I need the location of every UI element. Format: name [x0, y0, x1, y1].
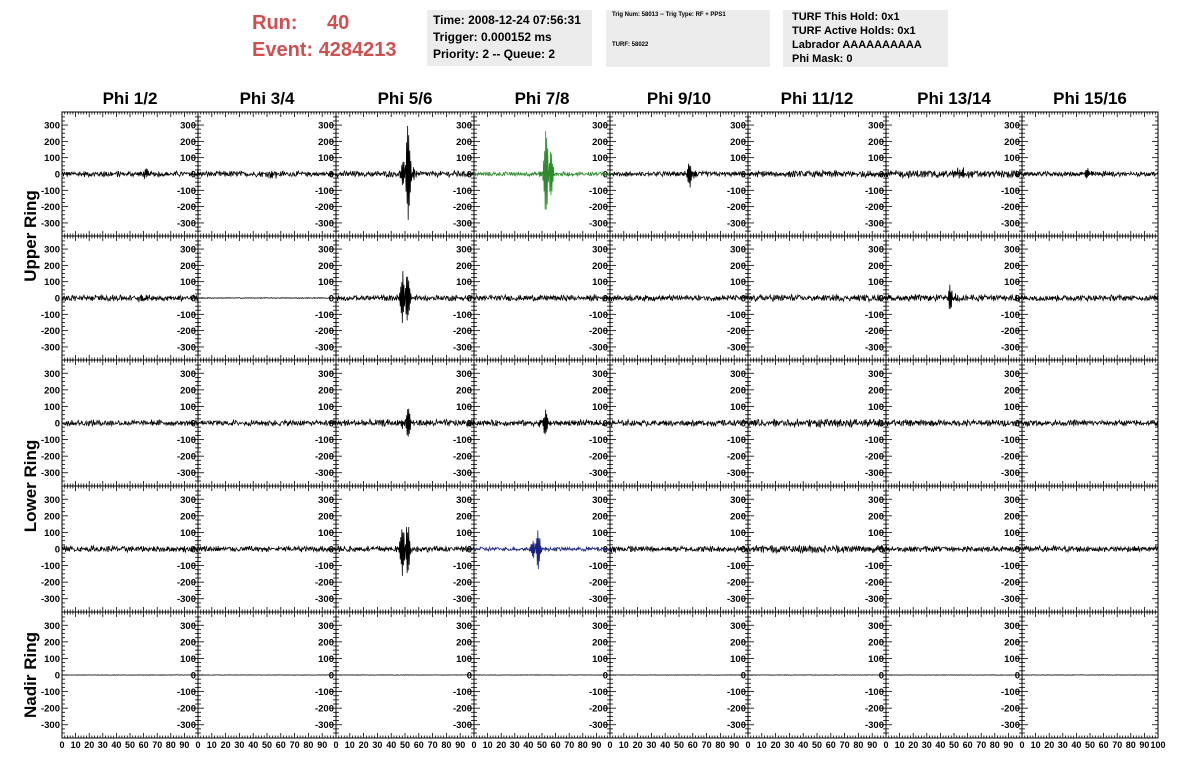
y-tick-label: -300: [726, 218, 746, 230]
y-tick-label: -300: [452, 218, 472, 230]
y-tick-label: -300: [40, 342, 60, 354]
y-tick-label: 300: [456, 120, 472, 132]
y-tick-label: 100: [456, 527, 472, 539]
y-tick-label: 200: [1004, 385, 1020, 397]
y-tick-label: 0: [740, 544, 746, 556]
run-value: 40: [327, 12, 350, 34]
y-tick-label: -200: [176, 577, 196, 589]
y-tick-label: 100: [318, 527, 334, 539]
y-tick-label: 200: [318, 511, 334, 523]
y-tick-label: 100: [456, 277, 472, 289]
y-tick-label: 0: [54, 544, 60, 556]
y-tick-label: 0: [328, 169, 334, 181]
y-tick-label: -300: [176, 594, 196, 606]
y-tick-label: -100: [452, 561, 472, 573]
y-tick-label: -100: [314, 561, 334, 573]
y-tick-label: 0: [328, 293, 334, 305]
y-tick-label: 200: [730, 260, 746, 272]
y-tick-label: 0: [466, 418, 472, 430]
y-tick-label: 300: [44, 120, 60, 132]
y-tick-label: 300: [180, 494, 196, 506]
y-tick-label: -200: [40, 451, 60, 463]
y-tick-label: 200: [44, 385, 60, 397]
column-header: Phi 13/14: [917, 89, 991, 108]
y-tick-label: 0: [602, 544, 608, 556]
y-tick-label: -300: [314, 594, 334, 606]
trigger-line: Trigger: 0.000152 ms: [433, 30, 552, 44]
y-tick-label: 200: [44, 260, 60, 272]
column-header: Phi 9/10: [646, 89, 712, 108]
turf-active-line: TURF Active Holds: 0x1: [792, 25, 916, 37]
column-header: Phi 15/16: [1053, 89, 1127, 108]
y-tick-label: 200: [318, 260, 334, 272]
y-tick-label: -100: [588, 309, 608, 321]
y-tick-label: -300: [176, 342, 196, 354]
y-tick-label: -300: [588, 342, 608, 354]
y-tick-label: 300: [868, 368, 884, 380]
y-tick-label: 300: [180, 120, 196, 132]
column-header: Phi 7/8: [514, 89, 570, 108]
waveform-trace: [62, 295, 198, 302]
y-tick-label: 300: [730, 494, 746, 506]
y-tick-label: -100: [1000, 185, 1020, 197]
waveform-trace: [62, 420, 198, 426]
y-tick-label: 300: [592, 244, 608, 256]
y-tick-label: 300: [592, 368, 608, 380]
waveform-trace: [1022, 420, 1158, 426]
y-tick-label: -300: [40, 218, 60, 230]
y-tick-label: 100: [730, 277, 746, 289]
y-tick-label: 200: [318, 136, 334, 148]
y-tick-label: 100: [868, 153, 884, 165]
y-tick-label: -100: [176, 435, 196, 447]
y-tick-label: -300: [726, 342, 746, 354]
y-tick-label: 0: [878, 293, 884, 305]
y-tick-label: 100: [592, 153, 608, 165]
y-tick-label: 300: [456, 368, 472, 380]
y-tick-label: -200: [726, 577, 746, 589]
labrador-line: Labrador AAAAAAAAAA: [792, 39, 922, 51]
y-tick-label: -300: [452, 468, 472, 480]
waveform-trace: [610, 295, 748, 301]
y-tick-label: -100: [1000, 435, 1020, 447]
waveform-trace: [886, 419, 1022, 426]
y-tick-label: 0: [740, 418, 746, 430]
y-tick-label: 0: [466, 293, 472, 305]
y-tick-label: -100: [726, 435, 746, 447]
y-tick-label: 200: [868, 385, 884, 397]
y-tick-label: -300: [314, 218, 334, 230]
y-tick-label: 100: [868, 277, 884, 289]
y-tick-label: -100: [1000, 309, 1020, 321]
y-tick-label: 100: [730, 401, 746, 413]
y-tick-label: 0: [878, 418, 884, 430]
y-tick-label: -100: [864, 309, 884, 321]
y-tick-label: 0: [54, 418, 60, 430]
y-tick-label: 300: [592, 494, 608, 506]
y-tick-label: 0: [190, 544, 196, 556]
y-tick-label: 0: [54, 293, 60, 305]
y-tick-label: 0: [602, 418, 608, 430]
waveform-trace: [748, 295, 886, 302]
y-tick-label: -200: [726, 451, 746, 463]
waveform-trace: [474, 410, 610, 435]
y-tick-label: 0: [190, 169, 196, 181]
y-tick-label: 200: [868, 260, 884, 272]
y-tick-label: 200: [592, 511, 608, 523]
run-label: Run:: [252, 12, 298, 34]
event-label: Event:: [252, 39, 314, 61]
y-tick-label: 0: [602, 169, 608, 181]
y-tick-label: 300: [318, 368, 334, 380]
y-tick-label: -300: [864, 468, 884, 480]
column-header: Phi 5/6: [377, 89, 433, 108]
turf-line: TURF: 58022: [612, 42, 649, 48]
y-tick-label: -200: [726, 326, 746, 338]
y-tick-label: 100: [44, 401, 60, 413]
y-tick-label: -300: [176, 218, 196, 230]
waveform-trace: [748, 419, 886, 428]
y-tick-label: -100: [176, 185, 196, 197]
y-tick-label: 200: [592, 385, 608, 397]
y-tick-label: 100: [180, 401, 196, 413]
y-tick-label: 100: [456, 153, 472, 165]
y-tick-label: 200: [44, 136, 60, 148]
y-tick-label: 100: [1004, 153, 1020, 165]
y-tick-label: 100: [180, 153, 196, 165]
y-tick-label: 100: [1004, 277, 1020, 289]
y-tick-label: -300: [1000, 468, 1020, 480]
y-tick-label: -100: [726, 309, 746, 321]
y-tick-label: -300: [588, 468, 608, 480]
waveform-trace: [198, 171, 336, 179]
y-tick-label: 100: [180, 277, 196, 289]
y-tick-label: 300: [1004, 368, 1020, 380]
y-tick-label: -300: [1000, 342, 1020, 354]
y-tick-label: -300: [588, 218, 608, 230]
y-tick-label: -100: [588, 435, 608, 447]
y-tick-label: -200: [1000, 202, 1020, 214]
turf-hold-line: TURF This Hold: 0x1: [792, 11, 900, 23]
y-tick-label: -100: [588, 185, 608, 197]
y-tick-label: -200: [864, 451, 884, 463]
y-tick-label: 0: [1014, 418, 1020, 430]
y-tick-label: -200: [176, 326, 196, 338]
y-tick-label: 0: [466, 544, 472, 556]
column-header: Phi 1/2: [102, 89, 158, 108]
y-tick-label: -300: [40, 594, 60, 606]
y-tick-label: -300: [314, 342, 334, 354]
y-tick-label: 300: [730, 120, 746, 132]
y-tick-label: 100: [730, 153, 746, 165]
y-tick-label: -200: [40, 202, 60, 214]
y-tick-label: 0: [878, 169, 884, 181]
y-tick-label: 300: [180, 244, 196, 256]
y-tick-label: -300: [314, 468, 334, 480]
y-tick-label: 200: [592, 136, 608, 148]
y-tick-label: -200: [588, 202, 608, 214]
y-tick-label: 300: [318, 494, 334, 506]
y-tick-label: -100: [40, 435, 60, 447]
waveform-trace: [610, 164, 748, 188]
ring-label: Lower Ring: [21, 439, 40, 533]
y-tick-label: -200: [176, 202, 196, 214]
y-tick-label: -200: [452, 326, 472, 338]
waveform-trace: [198, 546, 336, 552]
y-tick-label: -200: [314, 451, 334, 463]
y-tick-label: 200: [592, 260, 608, 272]
y-tick-label: -100: [40, 185, 60, 197]
waveform-trace: [1022, 168, 1158, 178]
y-tick-label: -300: [864, 218, 884, 230]
y-tick-label: 0: [190, 293, 196, 305]
y-tick-label: -200: [314, 202, 334, 214]
y-tick-label: 300: [730, 368, 746, 380]
y-tick-label: 0: [54, 169, 60, 181]
y-tick-label: 300: [1004, 120, 1020, 132]
y-tick-label: 200: [456, 511, 472, 523]
y-tick-label: -300: [1000, 218, 1020, 230]
column-header: Phi 11/12: [780, 89, 854, 108]
y-tick-label: 300: [44, 368, 60, 380]
ring-label: Upper Ring: [21, 190, 40, 282]
y-tick-label: -200: [452, 577, 472, 589]
waveform-trace: [610, 420, 748, 426]
y-tick-label: 200: [730, 385, 746, 397]
y-tick-label: -200: [588, 326, 608, 338]
waveform-trace: [474, 295, 610, 301]
y-tick-label: -200: [1000, 326, 1020, 338]
y-tick-label: -200: [452, 451, 472, 463]
y-tick-label: 300: [44, 494, 60, 506]
y-tick-label: 300: [318, 244, 334, 256]
y-tick-label: 300: [180, 368, 196, 380]
y-tick-label: -200: [864, 202, 884, 214]
y-tick-label: 200: [180, 385, 196, 397]
y-tick-label: -100: [588, 561, 608, 573]
y-tick-label: 100: [318, 277, 334, 289]
y-tick-label: -300: [726, 468, 746, 480]
y-tick-label: 300: [1004, 244, 1020, 256]
waveform-trace: [62, 546, 198, 552]
y-tick-label: 0: [190, 418, 196, 430]
y-tick-label: 100: [318, 153, 334, 165]
y-tick-label: -300: [864, 342, 884, 354]
waveform-trace: [886, 285, 1022, 309]
y-tick-label: 200: [318, 385, 334, 397]
y-tick-label: -200: [864, 326, 884, 338]
y-tick-label: -100: [314, 309, 334, 321]
y-tick-label: -200: [176, 451, 196, 463]
phi-mask-line: Phi Mask: 0: [792, 53, 853, 65]
y-tick-label: -100: [314, 185, 334, 197]
y-tick-label: 300: [456, 244, 472, 256]
waveform-trace: [198, 298, 336, 299]
y-tick-label: 200: [730, 511, 746, 523]
waveform-trace: [474, 131, 610, 210]
y-tick-label: 100: [868, 401, 884, 413]
y-tick-label: 300: [592, 120, 608, 132]
y-tick-label: -300: [588, 594, 608, 606]
y-tick-label: -100: [176, 561, 196, 573]
y-tick-label: 100: [44, 527, 60, 539]
waveform-trace: [336, 409, 474, 437]
y-tick-label: 100: [730, 527, 746, 539]
y-tick-label: 0: [466, 169, 472, 181]
y-tick-label: 0: [740, 293, 746, 305]
y-tick-label: -200: [588, 577, 608, 589]
trig-num-line: Trig Num: 58013 -- Trig Type: RF + PPS1: [612, 12, 726, 18]
y-tick-label: -200: [588, 451, 608, 463]
y-tick-label: 100: [456, 401, 472, 413]
waveform-trace: [748, 171, 886, 178]
y-tick-label: -100: [176, 309, 196, 321]
y-tick-label: 300: [44, 244, 60, 256]
y-tick-label: 200: [456, 385, 472, 397]
y-tick-label: 100: [318, 401, 334, 413]
y-tick-label: 100: [44, 153, 60, 165]
y-tick-label: 100: [592, 401, 608, 413]
y-tick-label: -300: [40, 468, 60, 480]
y-tick-label: -100: [726, 561, 746, 573]
y-tick-label: -200: [40, 577, 60, 589]
y-tick-label: -100: [40, 561, 60, 573]
y-tick-label: 100: [44, 277, 60, 289]
y-tick-label: -100: [40, 309, 60, 321]
y-tick-label: 100: [592, 527, 608, 539]
y-tick-label: 300: [730, 244, 746, 256]
y-tick-label: -200: [314, 577, 334, 589]
y-tick-label: -300: [176, 468, 196, 480]
waveform-trace: [886, 167, 1022, 178]
y-tick-label: 300: [868, 244, 884, 256]
y-tick-label: 200: [180, 260, 196, 272]
y-tick-label: -200: [726, 202, 746, 214]
waveform-trace: [1022, 295, 1158, 301]
time-line: Time: 2008-12-24 07:56:31: [433, 13, 581, 27]
y-tick-label: -200: [1000, 451, 1020, 463]
y-tick-label: 100: [1004, 401, 1020, 413]
y-tick-label: -100: [314, 435, 334, 447]
y-tick-label: 200: [180, 136, 196, 148]
y-tick-label: 0: [602, 293, 608, 305]
y-tick-label: 200: [44, 511, 60, 523]
column-header: Phi 3/4: [239, 89, 295, 108]
y-tick-label: 200: [180, 511, 196, 523]
y-tick-label: 300: [868, 120, 884, 132]
event-value: 4284213: [318, 39, 397, 61]
waveform-trace: [198, 420, 336, 426]
y-tick-label: 200: [456, 260, 472, 272]
y-tick-label: -100: [726, 185, 746, 197]
y-tick-label: -100: [864, 435, 884, 447]
y-tick-label: 200: [1004, 136, 1020, 148]
y-tick-label: -300: [726, 594, 746, 606]
y-tick-label: -100: [452, 309, 472, 321]
y-tick-label: 0: [1014, 169, 1020, 181]
y-tick-label: 200: [730, 136, 746, 148]
y-tick-label: -300: [452, 594, 472, 606]
y-tick-label: 0: [328, 418, 334, 430]
waveform-trace: [610, 546, 748, 552]
waveform-trace: [62, 168, 198, 179]
priority-line: Priority: 2 -- Queue: 2: [433, 47, 556, 61]
y-tick-label: -300: [452, 342, 472, 354]
ring-label: Nadir Ring: [21, 632, 40, 718]
y-tick-label: 0: [328, 544, 334, 556]
y-tick-label: 200: [1004, 260, 1020, 272]
y-tick-label: 300: [456, 494, 472, 506]
y-tick-label: 300: [318, 120, 334, 132]
y-tick-label: 200: [868, 136, 884, 148]
y-tick-label: 0: [1014, 293, 1020, 305]
y-tick-label: -200: [314, 326, 334, 338]
y-tick-label: 0: [740, 169, 746, 181]
y-tick-label: -100: [452, 435, 472, 447]
y-tick-label: -100: [452, 185, 472, 197]
y-tick-label: 200: [456, 136, 472, 148]
y-tick-label: -200: [40, 326, 60, 338]
y-tick-label: -100: [864, 185, 884, 197]
y-tick-label: -200: [452, 202, 472, 214]
y-tick-label: 100: [180, 527, 196, 539]
y-tick-label: 100: [592, 277, 608, 289]
